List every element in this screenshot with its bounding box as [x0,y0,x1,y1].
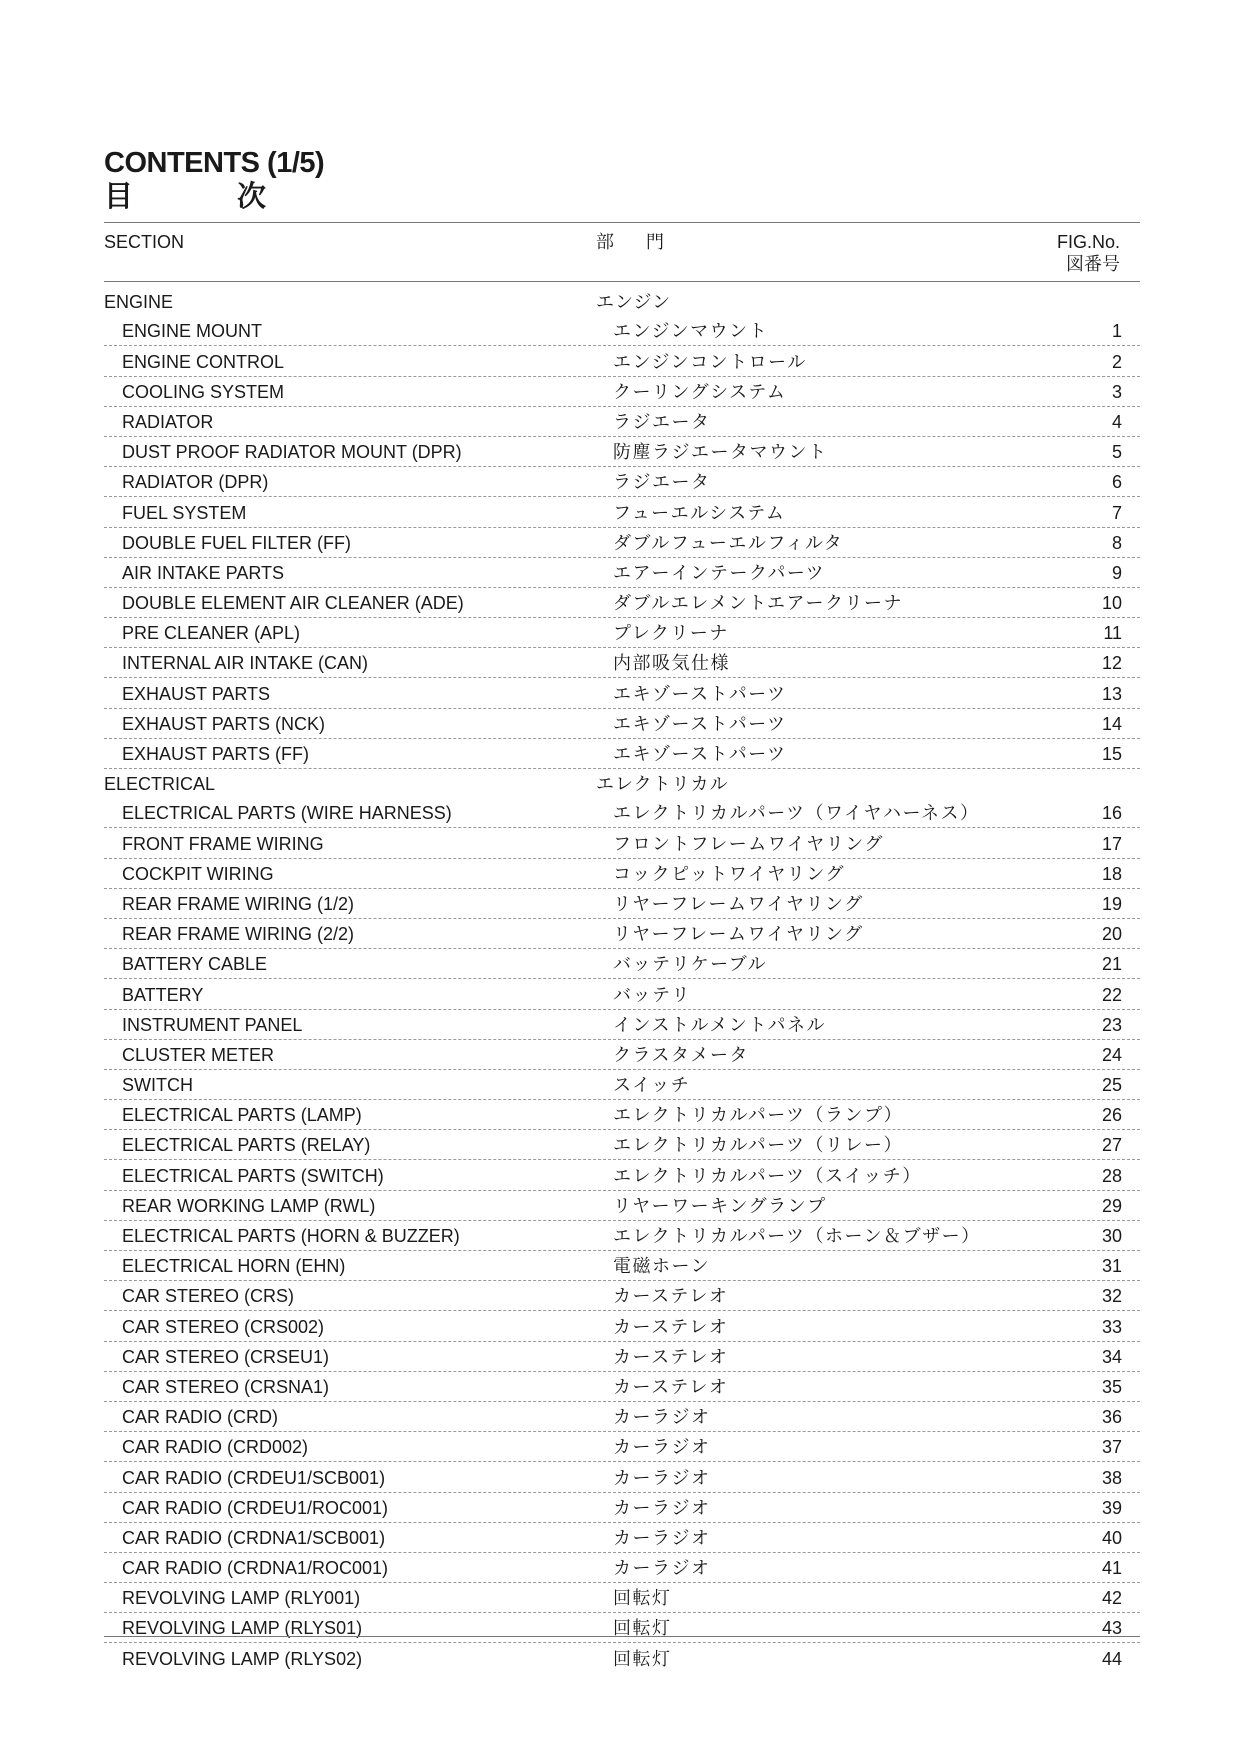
row-section-jp: リヤーフレームワイヤリング [613,893,864,914]
row-section-en: DUST PROOF RADIATOR MOUNT (DPR) [122,442,462,463]
row-section-jp: クーリングシステム [613,381,787,402]
row-section-en: COCKPIT WIRING [122,863,274,884]
row-section-jp: ダブルフューエルフィルタ [613,532,844,553]
row-fig-number: 1 [1111,321,1122,342]
table-row [104,1221,1140,1251]
row-fig-number: 5 [1111,442,1122,463]
header-top-rule [104,222,1140,223]
table-row [104,1010,1140,1040]
table-row [104,467,1140,497]
row-section-en: CAR STEREO (CRS002) [122,1316,325,1337]
row-section-jp: エレクトリカルパーツ（ワイヤハーネス） [613,803,980,824]
row-fig-number: 23 [1101,1014,1122,1035]
page-subtitle-jp [104,180,266,214]
row-section-en: AIR INTAKE PARTS [122,562,285,583]
row-section-jp: カーラジオ [613,1437,711,1458]
row-section-jp: カーラジオ [613,1527,711,1548]
row-section-jp: カーステレオ [613,1286,729,1307]
row-section-jp: バッテリケーブル [613,954,768,975]
row-section-jp: フロントフレームワイヤリング [613,833,884,854]
row-fig-number: 28 [1101,1165,1122,1186]
table-row [104,1372,1140,1402]
row-fig-number: 22 [1101,984,1122,1005]
table-row [104,1402,1140,1432]
row-section-jp: 回転灯 [613,1618,672,1639]
row-section-jp: エキゾーストパーツ [613,683,787,704]
table-row [104,919,1140,949]
row-fig-number: 19 [1101,893,1122,914]
row-section-en: ENGINE CONTROL [122,351,285,372]
row-fig-number: 30 [1101,1226,1122,1246]
row-section-en: ELECTRICAL PARTS (HORN & BUZZER) [122,1226,460,1246]
row-fig-number: 27 [1101,1135,1122,1156]
row-section-en: REAR FRAME WIRING (2/2) [122,924,355,945]
row-section-jp: 回転灯 [613,1588,672,1609]
table-row [104,648,1140,678]
table-row [104,558,1140,588]
row-section-jp: 内部吸気仕様 [613,653,730,674]
section-category-row [104,769,1140,798]
column-header-jp-char-1: 部 [596,232,618,252]
row-section-en: EXHAUST PARTS (FF) [122,744,310,764]
row-section-jp: バッテリ [613,984,691,1005]
table-row [104,1553,1140,1583]
row-section-en: CAR RADIO (CRD) [122,1407,278,1428]
row-section-en: ENGINE MOUNT [122,321,263,342]
row-section-en: DOUBLE ELEMENT AIR CLEANER (ADE) [122,593,464,614]
row-section-jp: リヤーワーキングランプ [613,1195,827,1216]
row-fig-number: 10 [1101,593,1122,614]
table-row [104,1191,1140,1221]
table-row [104,828,1140,858]
table-row [104,1281,1140,1311]
row-fig-number: 13 [1101,683,1122,704]
subtitle-char-1: 目 [104,181,134,213]
table-row [104,709,1140,739]
row-section-en: ELECTRICAL PARTS (LAMP) [122,1105,362,1126]
row-section-jp: クラスタメータ [613,1044,749,1065]
row-section-en: ELECTRICAL [104,774,216,795]
row-section-jp: エアーインテークパーツ [613,562,826,583]
row-section-jp: エレクトリカルパーツ（ランプ） [613,1105,904,1126]
column-header-jp [596,231,668,253]
row-section-en: ELECTRICAL PARTS (SWITCH) [122,1165,384,1186]
row-section-jp: 電磁ホーン [613,1256,711,1277]
row-section-jp: エキゾーストパーツ [613,744,787,764]
table-row [104,407,1140,437]
row-fig-number: 2 [1111,351,1122,372]
row-section-jp: エンジンコントロール [613,351,807,372]
footer-rule [104,1636,1140,1637]
row-section-jp: リヤーフレームワイヤリング [613,924,864,945]
row-section-en: COOLING SYSTEM [122,381,285,402]
row-fig-number: 39 [1101,1497,1122,1518]
row-section-en: CAR RADIO (CRDNA1/SCB001) [122,1527,386,1548]
table-row [104,346,1140,376]
table-row [104,1493,1140,1523]
section-category-row [104,287,1140,316]
row-fig-number: 43 [1101,1618,1122,1639]
row-section-en: SWITCH [122,1075,193,1096]
table-row [104,528,1140,558]
row-section-jp: エンジン [596,292,672,313]
row-section-en: REVOLVING LAMP (RLYS01) [122,1618,363,1639]
row-fig-number: 34 [1101,1346,1122,1367]
table-row [104,889,1140,919]
row-section-en: ELECTRICAL PARTS (RELAY) [122,1135,371,1156]
row-section-en: EXHAUST PARTS (NCK) [122,713,326,734]
table-row [104,1160,1140,1190]
row-section-jp: フューエルシステム [613,502,786,523]
row-section-jp: 回転灯 [613,1648,672,1669]
row-section-jp: エンジンマウント [613,321,769,342]
row-fig-number: 35 [1101,1376,1122,1397]
row-fig-number: 11 [1103,623,1122,644]
row-fig-number: 25 [1101,1075,1122,1096]
table-row [104,1130,1140,1160]
table-row [104,1311,1140,1341]
row-section-en: CAR STEREO (CRSEU1) [122,1346,330,1367]
row-section-en: INTERNAL AIR INTAKE (CAN) [122,653,369,674]
row-section-en: CAR STEREO (CRSNA1) [122,1376,330,1397]
row-section-en: BATTERY CABLE [122,954,268,975]
row-section-en: CAR RADIO (CRD002) [122,1437,309,1458]
row-section-en: CLUSTER METER [122,1044,275,1065]
row-section-jp: カーラジオ [613,1558,711,1579]
table-row [104,1462,1140,1492]
row-fig-number: 33 [1101,1316,1122,1337]
row-fig-number: 42 [1101,1588,1122,1609]
row-fig-number: 44 [1101,1648,1122,1669]
table-row [104,859,1140,889]
row-fig-number: 32 [1101,1286,1122,1307]
row-section-en: CAR RADIO (CRDNA1/ROC001) [122,1558,389,1579]
row-fig-number: 3 [1111,381,1122,402]
row-fig-number: 15 [1101,744,1122,764]
row-section-jp: ラジエータ [613,472,711,493]
table-row [104,618,1140,648]
table-row [104,588,1140,618]
column-header-fig-no-jp: 図番号 [1066,254,1120,274]
row-section-en: CAR RADIO (CRDEU1/SCB001) [122,1467,386,1488]
row-section-en: CAR RADIO (CRDEU1/ROC001) [122,1497,389,1518]
column-header-section: SECTION [104,232,185,252]
row-section-en: BATTERY [122,984,204,1005]
table-row [104,377,1140,407]
row-fig-number: 38 [1101,1467,1122,1488]
table-row [104,1583,1140,1613]
row-fig-number: 26 [1101,1105,1122,1126]
row-fig-number: 16 [1101,803,1122,824]
table-row [104,1070,1140,1100]
row-section-jp: エレクトリカル [596,774,729,795]
row-section-en: RADIATOR [122,411,214,432]
column-header-jp-char-2: 門 [646,232,668,252]
row-section-jp: カーラジオ [613,1407,711,1428]
table-row [104,497,1140,527]
row-fig-number: 7 [1111,502,1122,523]
table-row [104,1613,1140,1643]
table-row [104,1432,1140,1462]
table-row [104,979,1140,1009]
column-header-fig [1057,231,1120,275]
row-fig-number: 17 [1101,833,1122,854]
row-fig-number: 20 [1101,924,1122,945]
row-section-en: PRE CLEANER (APL) [122,623,301,644]
row-section-jp: カーラジオ [613,1497,711,1518]
row-fig-number: 40 [1101,1527,1122,1548]
row-section-en: INSTRUMENT PANEL [122,1014,303,1035]
row-section-jp: ラジエータ [613,411,711,432]
row-section-jp: エレクトリカルパーツ（スイッチ） [613,1165,922,1186]
row-fig-number: 36 [1101,1407,1122,1428]
row-fig-number: 31 [1101,1256,1122,1277]
row-section-en: FRONT FRAME WIRING [122,833,324,854]
row-section-en: DOUBLE FUEL FILTER (FF) [122,532,352,553]
row-section-en: REAR FRAME WIRING (1/2) [122,893,355,914]
row-fig-number: 8 [1111,532,1122,553]
row-section-en: FUEL SYSTEM [122,502,247,523]
row-section-en: EXHAUST PARTS [122,683,271,704]
row-fig-number: 24 [1101,1044,1122,1065]
row-fig-number: 6 [1111,472,1122,493]
table-row [104,949,1140,979]
row-section-jp: スイッチ [613,1075,691,1096]
table-row [104,798,1140,828]
row-section-jp: カーステレオ [613,1376,729,1397]
table-row [104,678,1140,708]
row-section-en: REVOLVING LAMP (RLY001) [122,1588,361,1609]
row-fig-number: 21 [1101,954,1122,975]
row-section-jp: エキゾーストパーツ [613,713,787,734]
table-row [104,437,1140,467]
table-row [104,1040,1140,1070]
table-row [104,1100,1140,1130]
row-fig-number: 9 [1111,562,1122,583]
row-section-jp: ダブルエレメントエアークリーナ [613,593,903,614]
column-header-fig-no: FIG.No. [1056,232,1120,252]
row-section-en: REVOLVING LAMP (RLYS02) [122,1648,363,1669]
table-row [104,1643,1140,1672]
row-fig-number: 37 [1101,1437,1122,1458]
row-fig-number: 18 [1101,863,1122,884]
row-section-en: REAR WORKING LAMP (RWL) [122,1195,376,1216]
row-fig-number: 41 [1101,1558,1122,1579]
table-row [104,1251,1140,1281]
row-section-jp: インストルメントパネル [613,1014,827,1035]
table-row [104,739,1140,769]
row-section-en: RADIATOR (DPR) [122,472,269,493]
row-fig-number: 14 [1101,713,1122,734]
header-bottom-rule [104,281,1140,282]
table-row [104,1523,1140,1553]
row-section-en: ENGINE [104,292,174,313]
table-row [104,316,1140,346]
page-title: CONTENTS (1/5) [104,147,325,179]
row-fig-number: 29 [1101,1195,1122,1216]
row-fig-number: 12 [1101,653,1122,674]
row-section-jp: 防塵ラジエータマウント [613,442,828,463]
row-section-jp: カーラジオ [613,1467,711,1488]
row-section-jp: エレクトリカルパーツ（ホーン＆ブザー） [613,1226,981,1246]
row-section-en: CAR STEREO (CRS) [122,1286,295,1307]
row-section-jp: コックピットワイヤリング [613,863,846,884]
contents-table [104,287,1140,1673]
row-section-en: ELECTRICAL PARTS (WIRE HARNESS) [122,803,452,824]
table-row [104,1342,1140,1372]
row-section-jp: カーステレオ [613,1316,729,1337]
subtitle-char-2: 次 [237,181,267,213]
row-section-jp: カーステレオ [613,1346,729,1367]
row-fig-number: 4 [1111,411,1122,432]
row-section-jp: エレクトリカルパーツ（リレー） [613,1135,903,1156]
row-section-jp: プレクリーナ [613,623,729,644]
row-section-en: ELECTRICAL HORN (EHN) [122,1256,346,1277]
